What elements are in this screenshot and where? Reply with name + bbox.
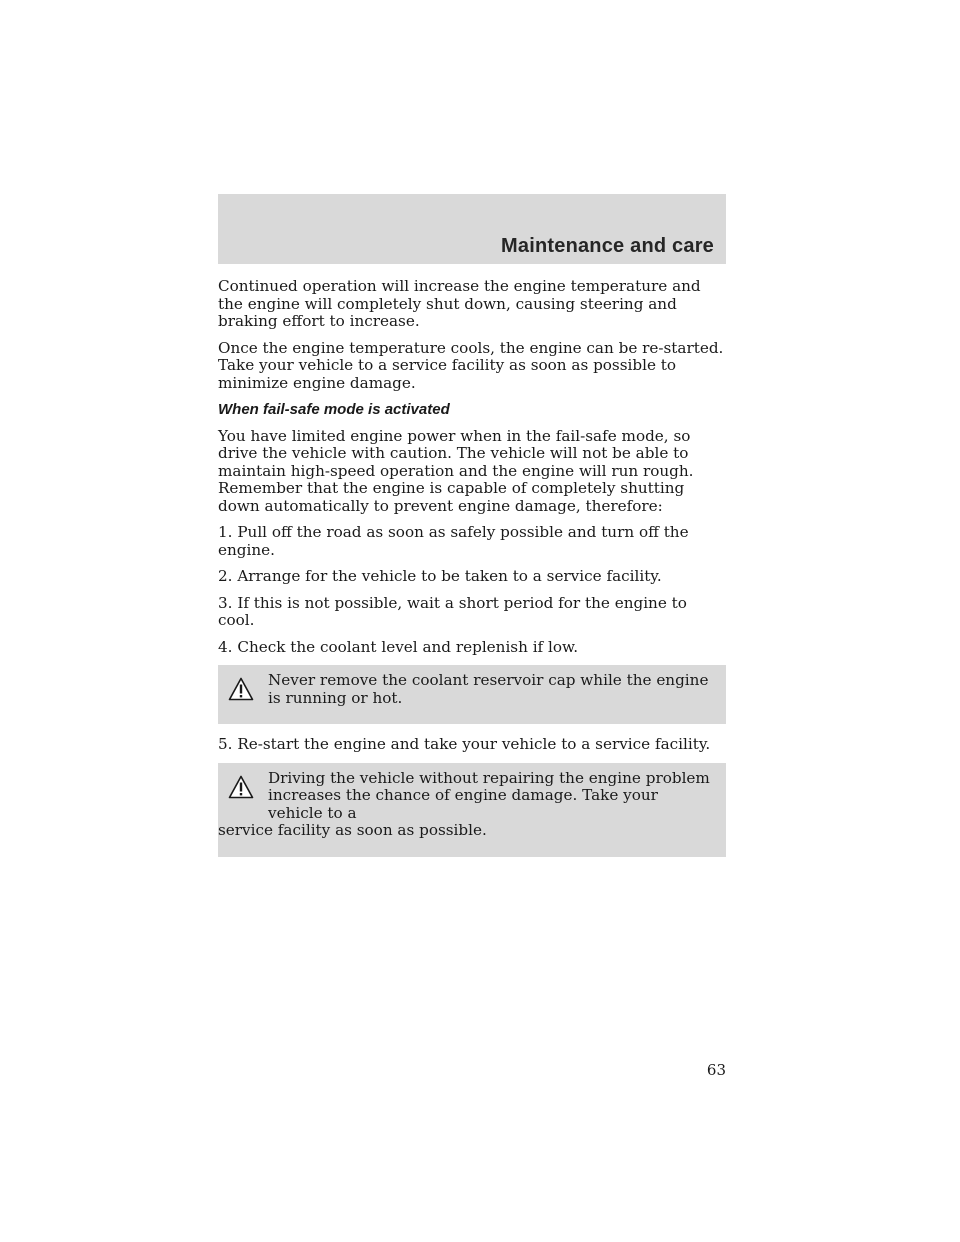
page-number: 63 xyxy=(706,1061,726,1079)
paragraph-continued-operation: Continued operation will increase the engine temperature and the engine will completely shut down, causing steering and braking effort to increase. xyxy=(218,277,701,330)
paragraph-engine-cools: Once the engine temperature cools, the engine can be re-started. Take your vehicle to a service facility as soon as possible to minimize engine damage. xyxy=(218,338,724,392)
warning-triangle-icon xyxy=(228,775,254,799)
step-3: 3. If this is not possible, wait a short period for the engine to cool. xyxy=(218,593,687,629)
section-header-band xyxy=(218,194,726,264)
subheading-fail-safe: When fail-safe mode is activated xyxy=(218,401,450,418)
step-1: 1. Pull off the road as soon as safely possible and turn off the engine. xyxy=(218,523,689,559)
page-content xyxy=(218,278,728,869)
step-4: 4. Check the coolant level and replenish if low. xyxy=(218,637,579,656)
warning-box-engine-damage xyxy=(218,763,726,857)
warning-box-coolant-cap xyxy=(218,665,726,724)
step-2: 2. Arrange for the vehicle to be taken to a service facility. xyxy=(218,567,662,585)
paragraph-limited-power: You have limited engine power when in the fail-safe mode, so drive the vehicle with caution. The vehicle will not be able to maintain high-speed operation and the engine will run rough. Remember that the engine is capable of completely shutting down automatically to prevent engine damage, therefore: xyxy=(218,426,694,515)
warning-text-engine-damage-first: Driving the vehicle without repairing the engine problem increases the chance of engine damage. Take your vehicle to a xyxy=(268,768,710,822)
warning-triangle-icon xyxy=(228,677,254,701)
warning-text-coolant-cap: Never remove the coolant reservoir cap while the engine is running or hot. xyxy=(268,671,709,707)
step-5: 5. Re-start the engine and take your vehicle to a service facility. xyxy=(218,735,711,753)
warning-text-engine-damage-rest: service facility as soon as possible. xyxy=(218,821,487,839)
warning-text-engine-damage xyxy=(218,770,726,840)
section-title: Maintenance and care xyxy=(501,235,714,257)
